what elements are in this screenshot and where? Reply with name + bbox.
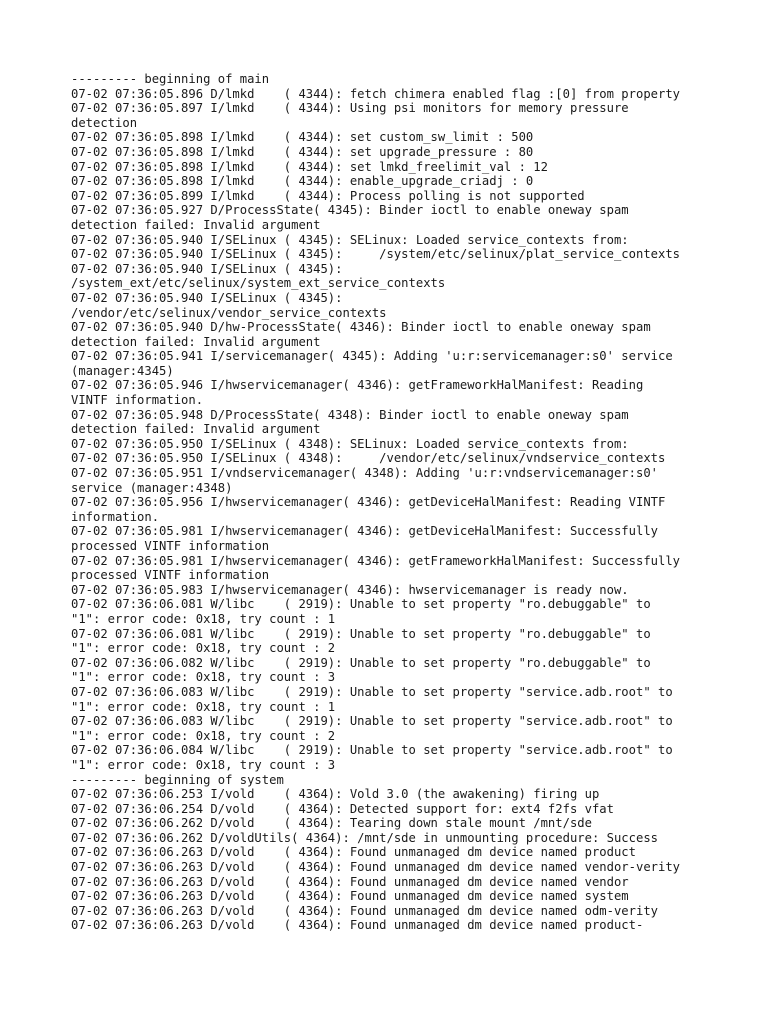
log-line: 07-02 07:36:06.083 W/libc ( 2919): Unable to set property "service.adb.root" to	[71, 714, 673, 729]
log-line: 07-02 07:36:06.263 D/vold ( 4364): Found unmanaged dm device named product	[71, 845, 636, 860]
log-line: 07-02 07:36:05.950 I/SELinux ( 4348): /vendor/etc/selinux/vndservice_contexts	[71, 451, 666, 466]
log-line: 07-02 07:36:05.981 I/hwservicemanager( 4346): getFrameworkHalManifest: Successfully	[71, 553, 681, 568]
log-line: 07-02 07:36:06.082 W/libc ( 2919): Unable to set property "ro.debuggable" to	[71, 655, 651, 670]
log-line: service (manager:4348)	[71, 480, 233, 495]
log-line: "1": error code: 0x18, try count : 2	[71, 641, 336, 656]
log-line: --------- beginning of system	[71, 772, 284, 787]
log-line: 07-02 07:36:06.263 D/vold ( 4364): Found unmanaged dm device named vendor	[71, 874, 629, 889]
log-line: "1": error code: 0x18, try count : 1	[71, 611, 336, 626]
log-line: 07-02 07:36:05.898 I/lmkd ( 4344): enable_upgrade_criadj : 0	[71, 174, 534, 189]
log-line: "1": error code: 0x18, try count : 1	[71, 699, 336, 714]
log-line: "1": error code: 0x18, try count : 2	[71, 728, 336, 743]
log-line: VINTF information.	[71, 393, 204, 408]
log-line: "1": error code: 0x18, try count : 3	[71, 757, 336, 772]
log-line: 07-02 07:36:05.948 D/ProcessState( 4348): Binder ioctl to enable oneway spam	[71, 407, 629, 422]
log-line: 07-02 07:36:06.081 W/libc ( 2919): Unable to set property "ro.debuggable" to	[71, 626, 651, 641]
log-line: 07-02 07:36:05.940 I/SELinux ( 4345): /system/etc/selinux/plat_service_contexts	[71, 247, 681, 262]
log-line: 07-02 07:36:06.263 D/vold ( 4364): Found unmanaged dm device named product-	[71, 918, 644, 933]
log-line: 07-02 07:36:06.254 D/vold ( 4364): Detected support for: ext4 f2fs vfat	[71, 801, 614, 816]
log-line: "1": error code: 0x18, try count : 3	[71, 670, 336, 685]
log-line: 07-02 07:36:05.897 I/lmkd ( 4344): Using psi monitors for memory pressure	[71, 101, 629, 116]
log-line: 07-02 07:36:05.898 I/lmkd ( 4344): set upgrade_pressure : 80	[71, 144, 534, 159]
log-line: 07-02 07:36:05.940 I/SELinux ( 4345): SELinux: Loaded service_contexts from:	[71, 232, 629, 247]
log-line: (manager:4345)	[71, 363, 174, 378]
log-line: 07-02 07:36:06.083 W/libc ( 2919): Unable to set property "service.adb.root" to	[71, 684, 673, 699]
log-line: 07-02 07:36:05.899 I/lmkd ( 4344): Process polling is not supported	[71, 188, 585, 203]
log-line: 07-02 07:36:05.927 D/ProcessState( 4345): Binder ioctl to enable oneway spam	[71, 203, 629, 218]
log-line: 07-02 07:36:05.981 I/hwservicemanager( 4346): getDeviceHalManifest: Successfully	[71, 524, 658, 539]
log-line: 07-02 07:36:05.956 I/hwservicemanager( 4346): getDeviceHalManifest: Reading VINTF	[71, 495, 666, 510]
log-line: 07-02 07:36:06.253 I/vold ( 4364): Vold 3.0 (the awakening) firing up	[71, 787, 600, 802]
log-document	[71, 72, 711, 933]
log-line: processed VINTF information	[71, 568, 270, 583]
log-line: 07-02 07:36:05.951 I/vndservicemanager( 4348): Adding 'u:r:vndservicemanager:s0'	[71, 466, 658, 481]
log-line: detection failed: Invalid argument	[71, 334, 321, 349]
log-line: 07-02 07:36:06.081 W/libc ( 2919): Unable to set property "ro.debuggable" to	[71, 597, 651, 612]
log-line: detection	[71, 115, 138, 130]
log-line: 07-02 07:36:05.898 I/lmkd ( 4344): set custom_sw_limit : 500	[71, 130, 534, 145]
log-line: 07-02 07:36:05.896 D/lmkd ( 4344): fetch chimera enabled flag :[0] from property	[71, 86, 681, 101]
log-line: 07-02 07:36:06.263 D/vold ( 4364): Found unmanaged dm device named odm-verity	[71, 903, 658, 918]
log-line: 07-02 07:36:06.084 W/libc ( 2919): Unable to set property "service.adb.root" to	[71, 743, 673, 758]
log-line: information.	[71, 509, 160, 524]
log-line: /vendor/etc/selinux/vendor_service_contexts	[71, 305, 387, 320]
log-line: detection failed: Invalid argument	[71, 422, 321, 437]
log-line: 07-02 07:36:05.940 I/SELinux ( 4345):	[71, 261, 343, 276]
log-line: 07-02 07:36:05.946 I/hwservicemanager( 4346): getFrameworkHalManifest: Reading	[71, 378, 644, 393]
log-line: 07-02 07:36:05.898 I/lmkd ( 4344): set lmkd_freelimit_val : 12	[71, 159, 548, 174]
log-line: 07-02 07:36:05.983 I/hwservicemanager( 4346): hwservicemanager is ready now.	[71, 582, 629, 597]
log-line: 07-02 07:36:05.940 I/SELinux ( 4345):	[71, 290, 343, 305]
log-line: 07-02 07:36:05.940 D/hw-ProcessState( 4346): Binder ioctl to enable oneway spam	[71, 320, 651, 335]
log-line: 07-02 07:36:06.263 D/vold ( 4364): Found unmanaged dm device named system	[71, 889, 629, 904]
log-line: processed VINTF information	[71, 539, 270, 553]
log-line: 07-02 07:36:05.941 I/servicemanager( 4345): Adding 'u:r:servicemanager:s0' service	[71, 349, 673, 364]
log-line: detection failed: Invalid argument	[71, 217, 321, 232]
log-line: 07-02 07:36:06.263 D/vold ( 4364): Found unmanaged dm device named vendor-verity	[71, 860, 681, 875]
log-line: /system_ext/etc/selinux/system_ext_service_contexts	[71, 276, 446, 291]
log-line: 07-02 07:36:05.950 I/SELinux ( 4348): SELinux: Loaded service_contexts from:	[71, 436, 629, 451]
log-line: 07-02 07:36:06.262 D/voldUtils( 4364): /mnt/sde in unmounting procedure: Success	[71, 830, 658, 845]
log-line: --------- beginning of main	[71, 72, 270, 86]
log-line: 07-02 07:36:06.262 D/vold ( 4364): Tearing down stale mount /mnt/sde	[71, 816, 592, 831]
